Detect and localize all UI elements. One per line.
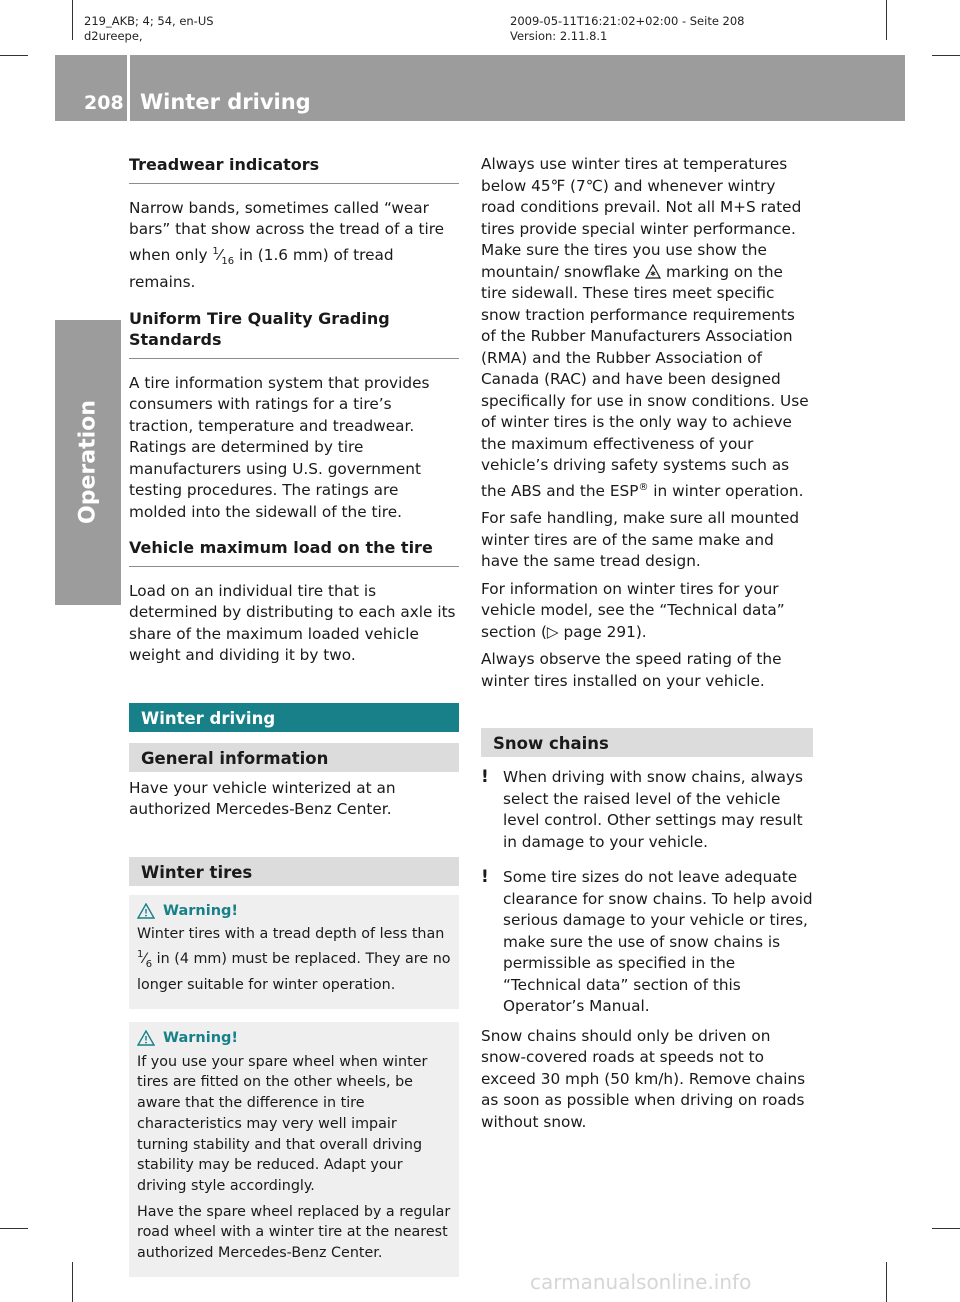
exclamation-icon: ! — [481, 867, 489, 888]
warning-text — [137, 924, 451, 996]
paragraph-text-a: Always use winter tires at temperatures below 45℉ (7℃) and whenever wintry road conditions prevail. Not all M+S rated tires provide special winter performance. Make sure the tires you use show the mountain/ snowflake — [481, 155, 802, 281]
crop-mark — [0, 1228, 28, 1229]
warning-box-tread-depth — [129, 895, 459, 1009]
fraction-numerator: 1 — [137, 949, 144, 961]
warning-triangle-icon — [137, 903, 155, 919]
subsection-band-winter-tires: Winter tires — [129, 857, 459, 886]
section-heading-max-load: Vehicle maximum load on the tire — [129, 537, 459, 567]
fraction: $^1⁄_{16}$ — [212, 245, 235, 267]
note-tire-clearance — [481, 867, 813, 1018]
subsection-band-snow-chains: Snow chains — [481, 728, 813, 757]
paragraph-technical-data: For information on winter tires for your vehicle model, see the “Technical data” section (▷ page 291). — [481, 579, 785, 641]
note-text: When driving with snow chains, always select the raised level of the vehicle level control. Other settings may result in damage to your vehicle. — [503, 768, 803, 851]
general-info-text: Have your vehicle winterized at an authorized Mercedes-Benz Center. — [129, 778, 396, 819]
registered-mark: ® — [638, 481, 649, 493]
treadwear-text-b: in (1.6 mm) of tread remains. — [129, 245, 394, 292]
fraction-numerator: 1 — [212, 245, 219, 257]
meta-left-line1: 219_AKB; 4; 54, en-US — [84, 14, 214, 28]
paragraph-snow-chains-speed: Snow chains should only be driven on snow-covered roads at speeds not to exceed 30 mph (50 km/h). Remove chains as soon as possible when driving on roads without snow. — [481, 1026, 806, 1131]
paragraph-same-make: For safe handling, make sure all mounted winter tires are of the same make and have the same tread design. — [481, 509, 800, 571]
crop-mark — [932, 55, 960, 56]
page-title: Winter driving — [140, 90, 311, 114]
paragraph-speed-rating: Always observe the speed rating of the winter tires installed on your vehicle. — [481, 650, 782, 690]
note-text: Some tire sizes do not leave adequate clearance for snow chains. To help avoid serious damage to your vehicle or tires, make sure the use of snow chains is permissible as specified in the “Technical data” section of this Operator’s Manual. — [503, 868, 813, 1016]
treadwear-text-a: Narrow bands, sometimes called “wear bars” that show across the tread of a tire when only — [129, 198, 445, 264]
warning-text-a: Winter tires with a tread depth of less than — [137, 926, 445, 943]
warning-header — [137, 901, 451, 922]
right-column — [481, 154, 813, 1139]
watermark: carmanualsonline.info — [530, 1270, 752, 1294]
fraction-denominator: 6 — [145, 958, 153, 970]
utqgs-text: A tire information system that provides consumers with ratings for a tire’s traction, temperature and treadwear. Ratings are determined by tire manufacturers using U.S. government testing procedures. The ratings are molded into the sidewall of the tire. — [129, 373, 430, 521]
treadwear-text — [129, 198, 459, 294]
subsection-band-general-info: General information — [129, 743, 459, 772]
warning-title: Warning! — [163, 1030, 239, 1047]
crop-mark — [932, 1228, 960, 1229]
warning-header — [137, 1028, 451, 1049]
warning-triangle-icon — [137, 1030, 155, 1046]
crop-mark — [886, 1262, 887, 1302]
mountain-snowflake-icon — [645, 263, 661, 279]
warning-title: Warning! — [163, 902, 239, 919]
print-meta-right — [510, 14, 745, 44]
warning-box-spare-wheel — [129, 1022, 459, 1277]
exclamation-icon: ! — [481, 767, 489, 788]
page-number: 208 — [84, 92, 124, 114]
print-meta-left — [84, 14, 214, 44]
warning-text: Have the spare wheel replaced by a regular road wheel with a winter tire at the nearest authorized Mercedes-Benz Center. — [137, 1203, 451, 1262]
paragraph-text-c: in winter operation. — [648, 481, 804, 500]
paragraph-text-b: marking on the tire sidewall. These tires meet specific snow traction performance requirements of the Rubber Manufacturers Association (RMA) and the Rubber Association of Canada (RAC) and have been designed specifically for use in snow conditions. Use of winter tires is the only way to achieve the maximum effectiveness of your vehicle’s driving safety systems such as the ABS and the ESP — [481, 262, 809, 500]
crop-mark — [0, 55, 28, 56]
fraction-denominator: 16 — [221, 255, 235, 267]
side-tab-label: Operation — [75, 400, 101, 524]
meta-right-line2: Version: 2.11.8.1 — [510, 29, 608, 43]
max-load-text: Load on an individual tire that is determined by distributing to each axle its share of the maximum loaded vehicle weight and dividing it by two. — [129, 581, 456, 665]
meta-right-line1: 2009-05-11T16:21:02+02:00 - Seite 208 — [510, 14, 745, 28]
meta-left-line2: d2ureepe, — [84, 29, 143, 43]
section-heading-utqgs: Uniform Tire Quality Grading Standards — [129, 308, 459, 359]
warning-text: If you use your spare wheel when winter tires are fitted on the other wheels, be aware that the difference in tire characteristics may very well impair turning stability and that overall driving stability may be reduced. Adapt your driving style accordingly. — [137, 1053, 428, 1194]
section-heading-treadwear: Treadwear indicators — [129, 154, 459, 184]
warning-text-b: in (4 mm) must be replaced. They are no longer suitable for winter operation. — [137, 950, 451, 994]
crop-mark — [72, 0, 73, 40]
crop-mark — [72, 1262, 73, 1302]
note-raised-level — [481, 767, 813, 853]
left-column — [129, 154, 459, 1277]
header-divider — [127, 55, 130, 134]
fraction: $^1⁄_6$ — [137, 949, 153, 970]
winter-tires-paragraph — [481, 154, 813, 502]
crop-mark — [886, 0, 887, 40]
section-band-winter-driving: Winter driving — [129, 703, 459, 732]
